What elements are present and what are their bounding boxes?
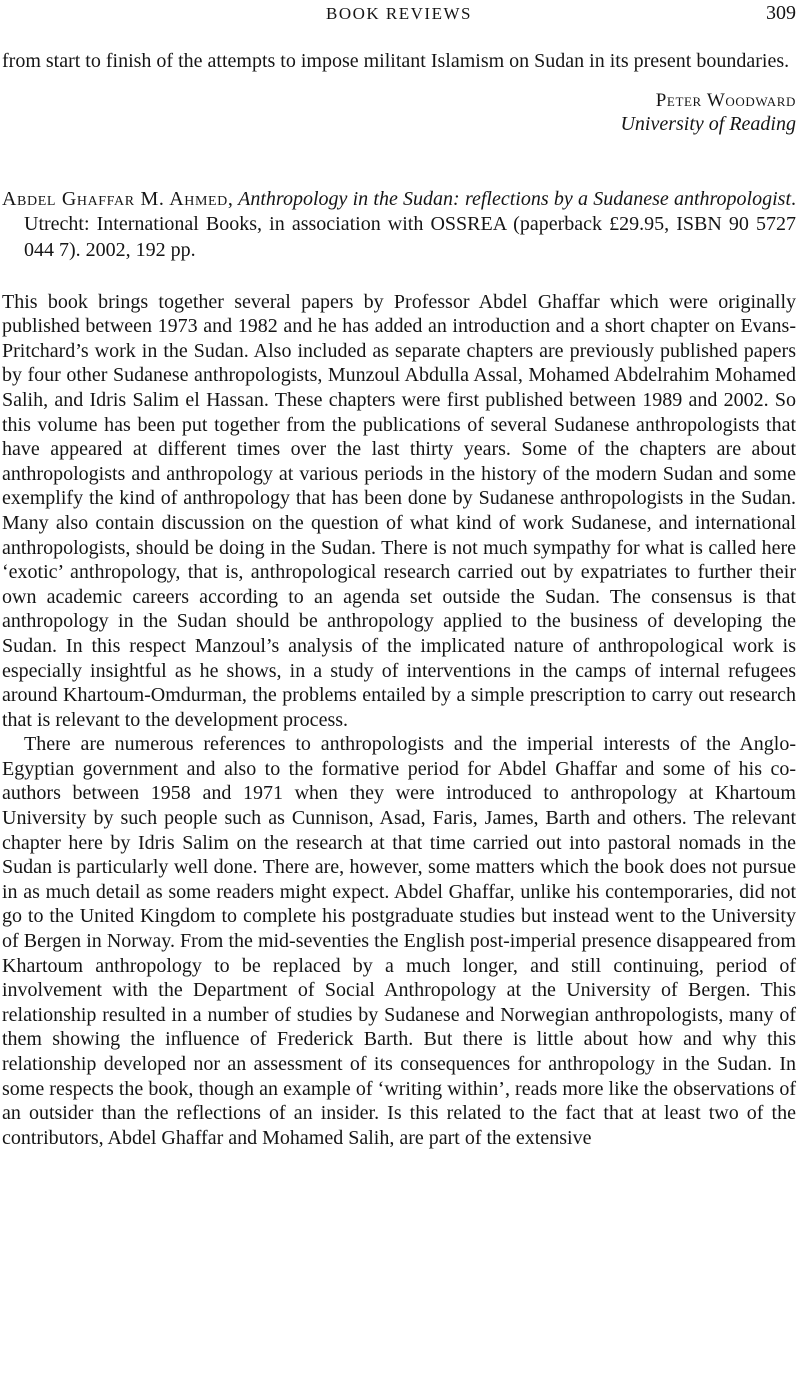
page-header [2, 2, 796, 25]
review-paragraph-1: This book brings together several papers by Professor Abdel Ghaffar which were originally published between 1973 and 1982 and he has added an introduction and a short chapter on Evans-Pritchard’s work in the Sudan. Also included as separate chapters are previously published papers by four other Sudanese anthropologists, Munzoul Abdulla Assal, Mohamed Abdelrahim Mohamed Salih, and Idris Salim el Hassan. These chapters were first published between 1989 and 2002. So this volume has been put together from the publications of several Sudanese anthropologists that have appeared at different times over the last thirty years. Some of the chapters are about anthropologists and anthropology at various periods in the history of the modern Sudan and some exemplify the kind of anthropology that has been done by Sudanese anthropologists in the Sudan. Many also contain discussion on the question of what kind of work Sudanese, and international anthropologists, should be doing in the Sudan. There is not much sympathy for what is called here ‘exotic’ anthropology, that is, anthropological research carried out by expatriates to further their own academic careers according to an agenda set outside the Sudan. The consensus is that anthropology in the Sudan should be anthropology applied to the business of developing the Sudan. In this respect Manzoul’s analysis of the implicated nature of anthropological work is especially insightful as he shows, in a study of interventions in the camps of internal refugees around Khartoum-Omdurman, the problems entailed by a simple prescription to carry out research that is relevant to the development process. [2, 290, 796, 731]
review-body [2, 290, 796, 1151]
reviewer-affiliation: University of Reading [620, 112, 796, 135]
page-number: 309 [766, 2, 796, 24]
citation-author: Abdel Ghaffar M. Ahmed [2, 187, 228, 210]
running-title: BOOK REVIEWS [326, 4, 472, 23]
reviewer-signature [2, 90, 796, 137]
citation-book-title: Anthropology in the Sudan: reflections by a Sudanese anthropologist [238, 187, 792, 210]
reviewer-name: Peter Woodward [655, 89, 796, 111]
review-paragraph-2: There are numerous references to anthropologists and the imperial interests of the Anglo-Egyptian government and also to the formative period for Abdel Ghaffar and some of his co-authors between 1958 and 1971 when they were introduced to anthropology at Khartoum University by such people such as Cunnison, Asad, Faris, James, Barth and others. The relevant chapter here by Idris Salim on the research at that time carried out into pastoral nomads in the Sudan is particularly well done. There are, however, some matters which the book does not pursue in as much detail as some readers might expect. Abdel Ghaffar, unlike his contemporaries, did not go to the United Kingdom to complete his postgraduate studies but instead went to the University of Bergen in Norway. From the mid-seventies the English post-imperial presence disappeared from Khartoum anthropology to be replaced by a much longer, and still continuing, period of involvement with the Department of Social Anthropology at the University of Bergen. This relationship resulted in a number of studies by Sudanese and Norwegian anthropologists, many of them showing the influence of Frederick Barth. But there is little about how and why this relationship developed nor an assessment of its consequences for anthropology in the Sudan. In some respects the book, though an example of ‘writing within’, reads more like the observations of an outsider than the reflections of an insider. Is this related to the fact that at least two of the contributors, Abdel Ghaffar and Mohamed Salih, are part of the extensive [2, 733, 796, 1149]
citation-text [2, 187, 796, 264]
previous-review-end [2, 49, 796, 137]
book-citation [2, 187, 796, 264]
citation-separator: , [227, 187, 239, 210]
previous-review-closing-text: from start to finish of the attempts to impose militant Islamism on Sudan in its present boundaries. [2, 50, 790, 72]
citation-publication-details: . Utrecht: International Books, in association with OSSREA (paperback £29.95, ISBN 90 5727 044 7). 2002, 192 pp. [24, 187, 797, 261]
